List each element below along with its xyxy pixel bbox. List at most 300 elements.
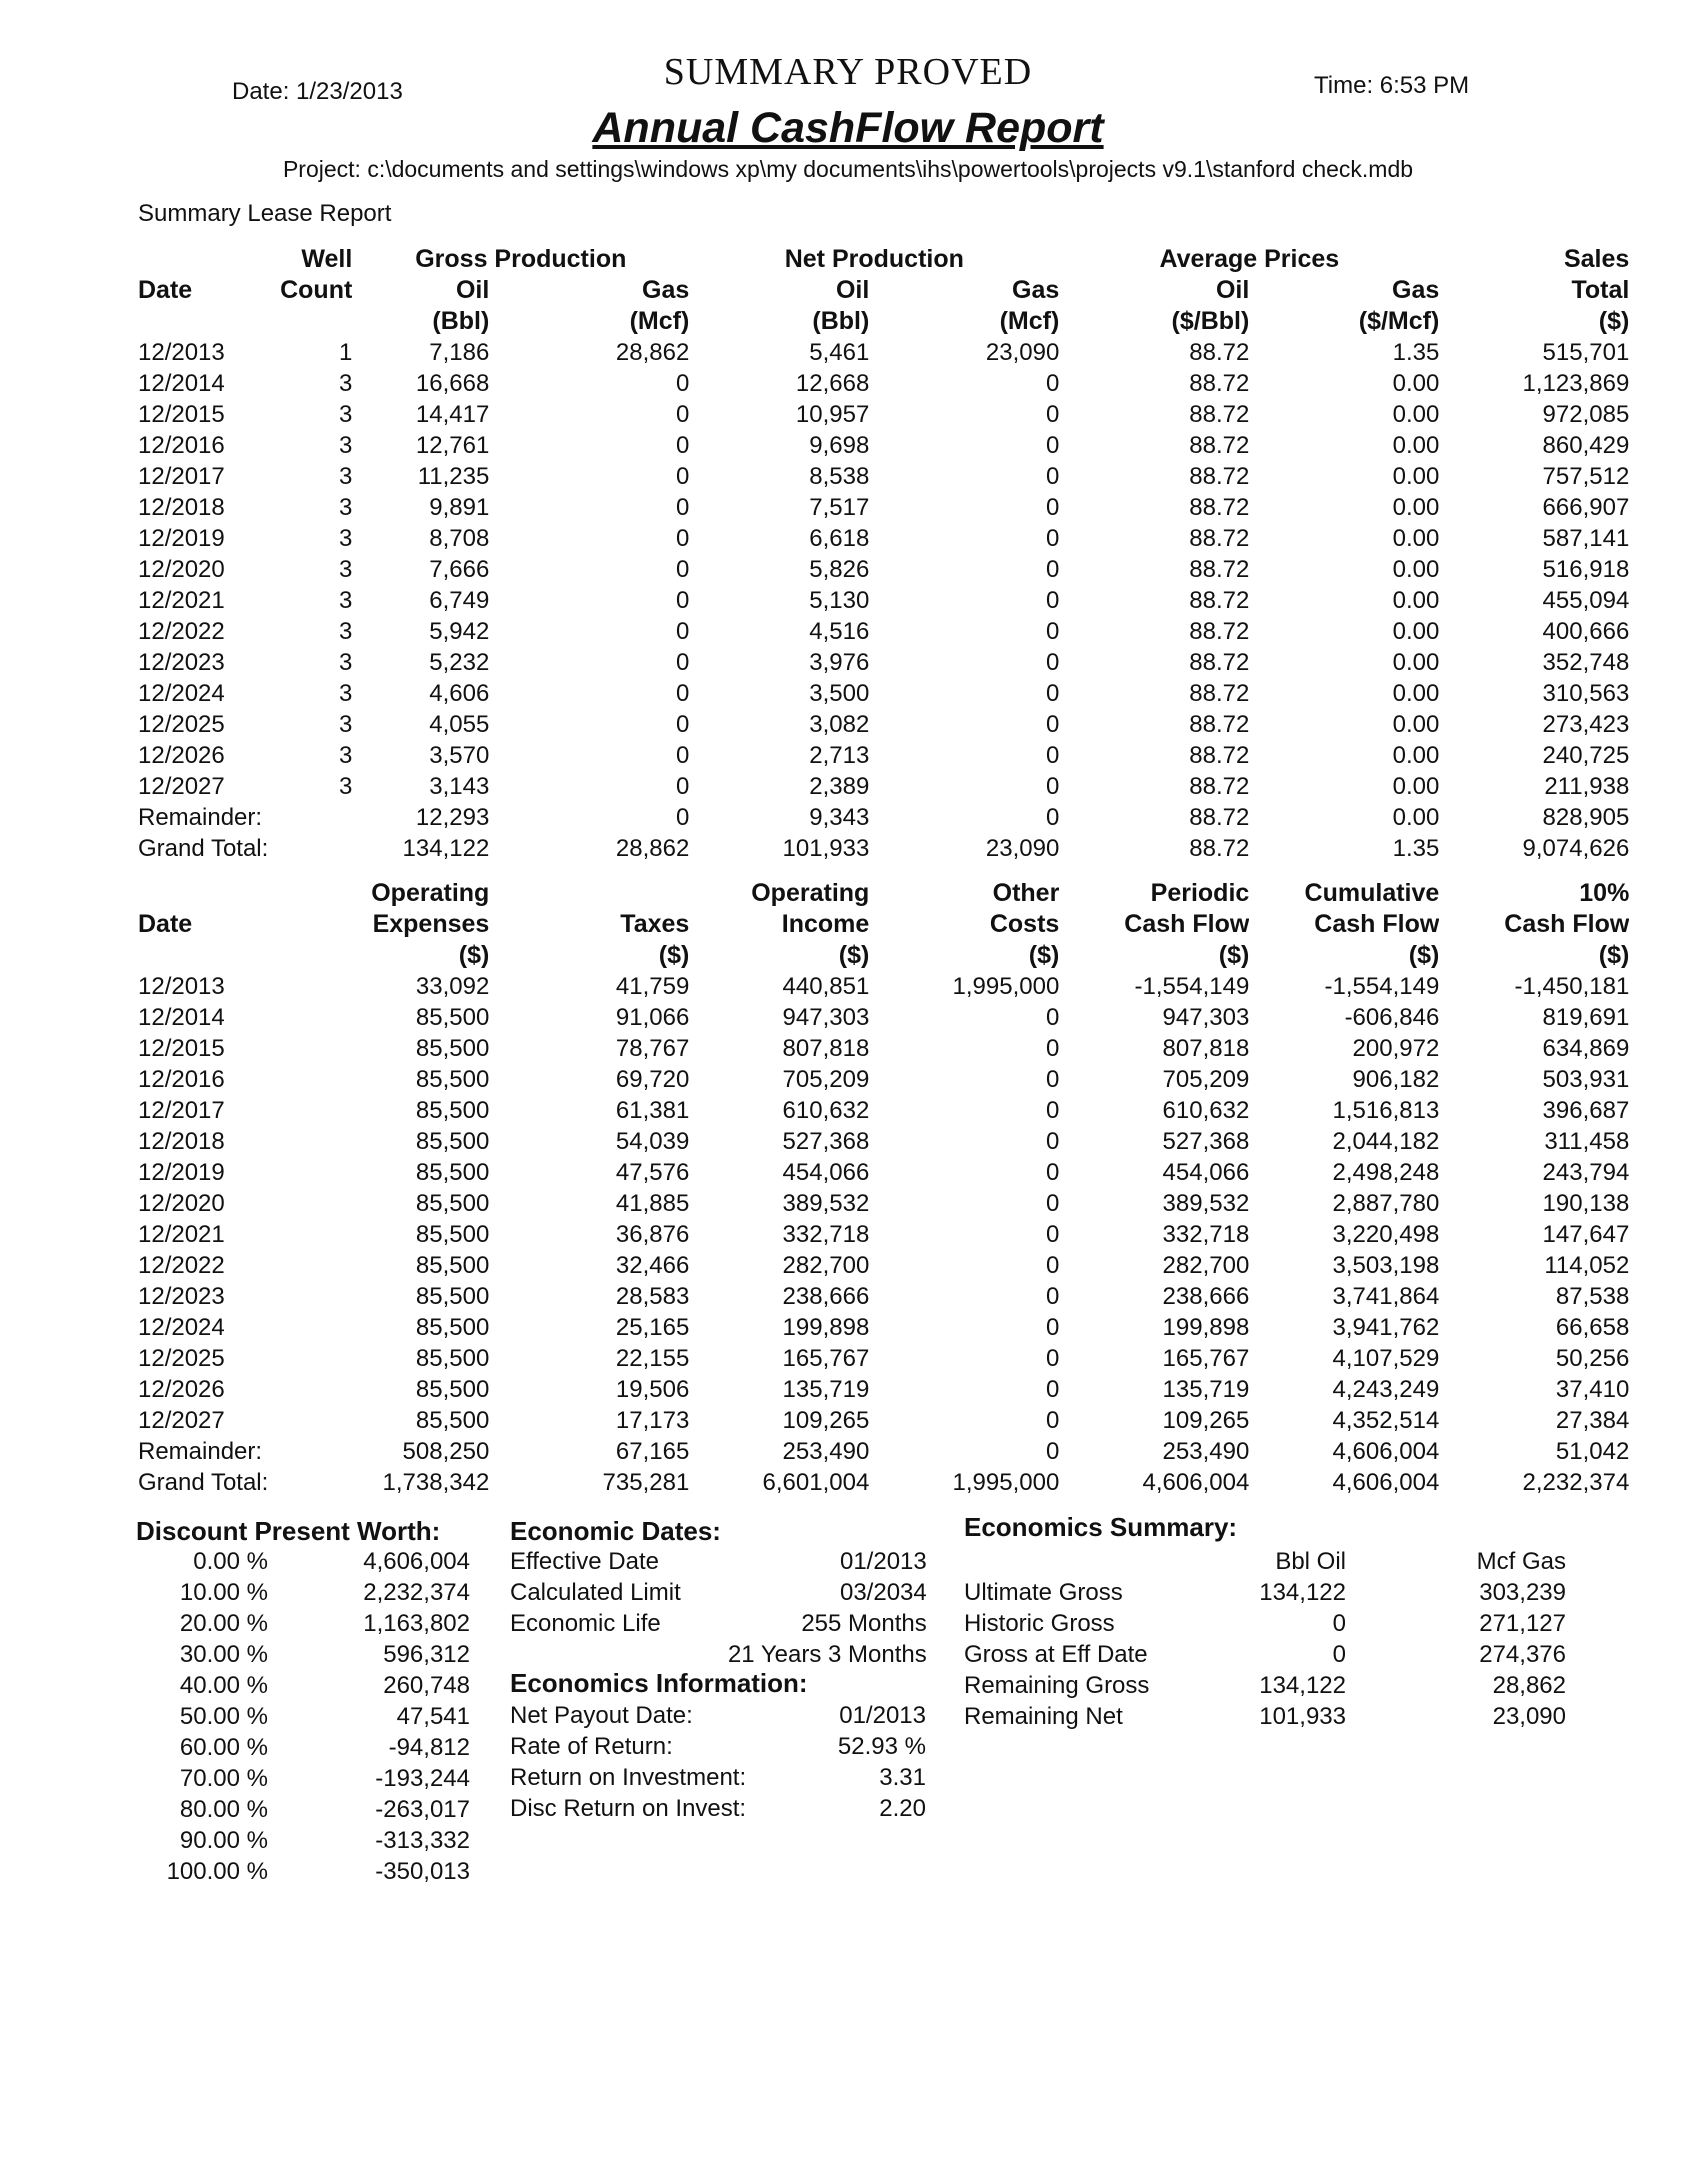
production-table-cell: 3,500: [809, 680, 870, 707]
cashflow-table-cell: 0: [1045, 1407, 1060, 1434]
economics-summary-column-header: Mcf Gas: [1476, 1548, 1566, 1575]
net-oil-unit: (Bbl): [812, 307, 870, 335]
cashflow-table-cell: 12/2019: [138, 1159, 225, 1186]
production-table-row: [138, 337, 1629, 368]
cashflow-table-cell: 85,500: [415, 1314, 490, 1341]
production-table-cell: 0.00: [1392, 680, 1440, 707]
cashflow-header-top-row: [138, 878, 1629, 909]
cashflow-table-cell: 28,583: [615, 1283, 690, 1310]
cashflow-table-cell: 3,941,762: [1332, 1314, 1440, 1341]
production-table-cell: [268, 802, 352, 833]
dpw-cell: 0.00 %: [193, 1548, 268, 1575]
gross-gas-header: Gas: [642, 276, 690, 304]
production-table-cell: 0: [1045, 401, 1060, 428]
cashflow-table-cell: 238,666: [1162, 1283, 1250, 1310]
cashflow-table-cell: 0: [1045, 1438, 1060, 1465]
economic-dates-row: [510, 1608, 927, 1639]
cashflow-table-cell: 0: [1045, 1221, 1060, 1248]
cashflow-table-cell: 12/2016: [138, 1066, 225, 1093]
production-table-cell: 0.00: [1392, 618, 1440, 645]
dpw-cell: -263,017: [375, 1796, 470, 1823]
cashflow-table-cell: 200,972: [1352, 1035, 1440, 1062]
report-title: SUMMARY PROVED: [663, 51, 1033, 93]
production-table-cell: 12/2013: [138, 339, 225, 366]
production-table-cell: 0: [675, 432, 690, 459]
economics-information-cell: 2.20: [879, 1795, 926, 1822]
cashflow-table-cell: 190,138: [1542, 1190, 1630, 1217]
production-table-cell: 0: [675, 556, 690, 583]
other-header-top: Other: [992, 879, 1060, 907]
dpw-cell: 596,312: [383, 1641, 470, 1668]
production-table-cell: 23,090: [985, 339, 1060, 366]
production-table-cell: Remainder:: [138, 804, 263, 831]
production-table-cell: 6,618: [809, 525, 870, 552]
economics-information-title: Economics Information:: [510, 1668, 808, 1698]
economics-summary-cell: 0: [1332, 1641, 1346, 1668]
production-table-cell: 860,429: [1542, 432, 1630, 459]
economics-information-row: [510, 1700, 926, 1731]
production-table-row: [138, 771, 1629, 802]
production-table-row: [138, 802, 1629, 833]
cashflow-table-cell: 36,876: [615, 1221, 690, 1248]
cashflow-table-cell: 1,738,342: [382, 1469, 490, 1496]
cashflow-table-body: [138, 971, 1629, 1498]
cashflow-table-cell: 4,606,004: [1142, 1469, 1250, 1496]
cashflow-table-cell: 85,500: [415, 1407, 490, 1434]
production-table-cell: 455,094: [1542, 587, 1630, 614]
production-table-cell: 88.72: [1189, 587, 1250, 614]
cashflow-table-cell: 0: [1045, 1097, 1060, 1124]
economic-dates-cell: 21 Years 3 Months: [727, 1641, 927, 1668]
cashflow-table-cell: 12/2023: [138, 1283, 225, 1310]
production-table-cell: 88.72: [1189, 773, 1250, 800]
production-table-cell: 0: [675, 711, 690, 738]
production-table-cell: 0.00: [1392, 494, 1440, 521]
production-table-row: [138, 554, 1629, 585]
production-table-cell: 0: [1045, 525, 1060, 552]
production-group-header-row: [138, 244, 1629, 275]
production-table-cell: 4,606: [429, 680, 490, 707]
cashflow-table-cell: 85,500: [415, 1128, 490, 1155]
production-table-cell: 0.00: [1392, 525, 1440, 552]
economics-summary-cell: 134,122: [1259, 1672, 1346, 1699]
cashflow-table-row: [138, 1467, 1629, 1498]
cashflow-table-cell: 69,720: [615, 1066, 690, 1093]
production-table-cell: Grand Total:: [138, 835, 269, 862]
production-table-cell: 12/2016: [138, 432, 225, 459]
production-table-cell: 3: [338, 494, 353, 521]
dpw-cell: 30.00 %: [179, 1641, 268, 1668]
cashflow-table-cell: 440,851: [782, 973, 870, 1000]
production-table-cell: 0: [1045, 804, 1060, 831]
dpw-row: [160, 1856, 470, 1887]
dpw-cell: 2,232,374: [363, 1579, 470, 1606]
production-table-cell: 240,725: [1542, 742, 1630, 769]
production-table-cell: 3: [338, 618, 353, 645]
cashflow-table-cell: 1,516,813: [1332, 1097, 1440, 1124]
economics-information-cell: 01/2013: [839, 1702, 926, 1729]
economics-information-cell: Rate of Return:: [510, 1733, 673, 1760]
production-table-cell: 0: [1045, 618, 1060, 645]
cashflow-table-cell: -1,554,149: [1134, 973, 1250, 1000]
production-table-row: [138, 399, 1629, 430]
cashflow-table-row: [138, 1343, 1629, 1374]
production-table-cell: 0: [675, 463, 690, 490]
cashflow-table-cell: 12/2026: [138, 1376, 225, 1403]
economics-summary-row: [964, 1608, 1566, 1639]
production-table-cell: 12/2026: [138, 742, 225, 769]
cashflow-table-cell: Grand Total:: [138, 1469, 269, 1496]
production-table-cell: 2,713: [809, 742, 870, 769]
cashflow-table-cell: 527,368: [782, 1128, 870, 1155]
production-table-row: [138, 833, 1629, 864]
production-table-cell: 1.35: [1392, 835, 1440, 862]
production-table-cell: 0: [675, 401, 690, 428]
production-table-cell: 3: [338, 711, 353, 738]
cashflow-table-cell: 311,458: [1544, 1128, 1630, 1155]
production-table-cell: 9,074,626: [1522, 835, 1630, 862]
gross-oil-header: Oil: [455, 276, 490, 304]
cashflow-table-cell: 508,250: [402, 1438, 490, 1465]
production-table-body: [138, 337, 1629, 864]
cashflow-table-cell: 1,995,000: [952, 1469, 1060, 1496]
production-table-cell: 9,891: [429, 494, 490, 521]
dpw-cell: 4,606,004: [363, 1548, 470, 1575]
production-table-cell: 88.72: [1189, 742, 1250, 769]
cashflow-table-cell: 819,691: [1542, 1004, 1630, 1031]
production-table-cell: 88.72: [1189, 432, 1250, 459]
economic-dates-cell: 255 Months: [801, 1610, 927, 1637]
production-table-cell: 12/2024: [138, 680, 225, 707]
cashflow-table-cell: 389,532: [782, 1190, 870, 1217]
cashflow-table-cell: 4,243,249: [1332, 1376, 1440, 1403]
production-table-cell: 88.72: [1189, 711, 1250, 738]
cashflow-table-cell: 807,818: [1162, 1035, 1250, 1062]
economics-summary-cell: 134,122: [1259, 1579, 1346, 1606]
economics-summary-table: [964, 1546, 1566, 1732]
production-table-cell: 0.00: [1392, 432, 1440, 459]
cashflow-table-cell: 199,898: [1162, 1314, 1250, 1341]
production-table-cell: 587,141: [1542, 525, 1630, 552]
production-table-cell: 88.72: [1189, 339, 1250, 366]
production-table-cell: 0: [675, 773, 690, 800]
production-table-cell: 3: [338, 587, 353, 614]
cashflow-table-cell: 807,818: [782, 1035, 870, 1062]
dpw-row: [160, 1825, 470, 1856]
cashflow-table-row: [138, 1405, 1629, 1436]
cashflow-table-cell: 282,700: [1162, 1252, 1250, 1279]
production-table-cell: 7,517: [809, 494, 870, 521]
production-table-cell: 88.72: [1189, 804, 1250, 831]
cashflow-table-cell: 243,794: [1542, 1159, 1630, 1186]
cashflow-table-cell: 1,995,000: [952, 973, 1060, 1000]
net-oil-header: Oil: [835, 276, 870, 304]
cashflow-table-cell: 2,044,182: [1332, 1128, 1440, 1155]
periodic-header-top: Periodic: [1150, 879, 1250, 907]
cashflow-table-cell: 735,281: [602, 1469, 690, 1496]
cashflow-units-row: [138, 940, 1629, 971]
opinc-header: Income: [781, 910, 870, 938]
cashflow-table-cell: 454,066: [1162, 1159, 1250, 1186]
sales-total-unit: ($): [1598, 307, 1630, 335]
cashflow-table-cell: -1,450,181: [1514, 973, 1630, 1000]
production-table-cell: 0: [1045, 494, 1060, 521]
date-column-header: Date: [138, 276, 193, 304]
production-table-cell: 12/2014: [138, 370, 225, 397]
production-units-row: [138, 306, 1629, 337]
economics-information-table: [510, 1700, 926, 1824]
production-table-cell: 0.00: [1392, 587, 1440, 614]
production-table-cell: 12/2022: [138, 618, 225, 645]
production-table-cell: 3,570: [429, 742, 490, 769]
cashflow-table-cell: 947,303: [1162, 1004, 1250, 1031]
economic-dates-cell: Effective Date: [510, 1548, 659, 1575]
cashflow-table-cell: 12/2022: [138, 1252, 225, 1279]
production-table-cell: 23,090: [985, 835, 1060, 862]
cashflow-table-cell: 22,155: [615, 1345, 690, 1372]
price-gas-header: Gas: [1392, 276, 1440, 304]
cashflow-table-cell: 91,066: [615, 1004, 690, 1031]
cashflow-table-cell: 332,718: [1162, 1221, 1250, 1248]
dpw-row: [160, 1763, 470, 1794]
cashflow-table-cell: 19,506: [615, 1376, 690, 1403]
cashflow-table-cell: 47,576: [615, 1159, 690, 1186]
economics-summary-column-header: [964, 1546, 1164, 1577]
production-table-cell: 12/2019: [138, 525, 225, 552]
cashflow-table-cell: 85,500: [415, 1283, 490, 1310]
cashflow-table-cell: 947,303: [782, 1004, 870, 1031]
production-table-cell: 0: [1045, 370, 1060, 397]
production-table-cell: 88.72: [1189, 401, 1250, 428]
economics-information-cell: 3.31: [879, 1764, 926, 1791]
production-table-cell: 4,055: [429, 711, 490, 738]
cashflow-table-cell: 527,368: [1162, 1128, 1250, 1155]
economics-summary-header-row: [964, 1546, 1566, 1577]
cashflow-table-cell: 503,931: [1542, 1066, 1630, 1093]
cashflow-table-cell: Remainder:: [138, 1438, 263, 1465]
cashflow-table-row: [138, 1126, 1629, 1157]
cashflow-table-cell: 2,498,248: [1332, 1159, 1440, 1186]
cashflow-table-cell: 0: [1045, 1004, 1060, 1031]
production-table-cell: 3: [338, 680, 353, 707]
production-table-row: [138, 492, 1629, 523]
cashflow-table-cell: 705,209: [782, 1066, 870, 1093]
cashflow-table-row: [138, 1188, 1629, 1219]
production-table-cell: 0.00: [1392, 804, 1440, 831]
production-table-cell: 0: [1045, 432, 1060, 459]
dpw-cell: 60.00 %: [179, 1734, 268, 1761]
dpw-row: [160, 1639, 470, 1670]
cashflow-table-cell: 0: [1045, 1345, 1060, 1372]
production-table-row: [138, 678, 1629, 709]
cashflow-table-cell: 12/2018: [138, 1128, 225, 1155]
production-table-cell: 0.00: [1392, 773, 1440, 800]
lease-report-label: Summary Lease Report: [138, 200, 392, 227]
cashflow-table-cell: 199,898: [782, 1314, 870, 1341]
dpw-cell: 70.00 %: [179, 1765, 268, 1792]
economics-summary-cell: 0: [1332, 1610, 1346, 1637]
economics-summary-cell: 271,127: [1479, 1610, 1566, 1637]
other-unit: ($): [1028, 941, 1060, 969]
cashflow-table-cell: 61,381: [615, 1097, 690, 1124]
economic-dates-row: [510, 1577, 927, 1608]
count-column-header: Count: [280, 276, 353, 304]
production-table-cell: 5,232: [429, 649, 490, 676]
production-table-cell: 12/2015: [138, 401, 225, 428]
taxes-unit: ($): [658, 941, 690, 969]
cashflow-table-cell: 6,601,004: [762, 1469, 870, 1496]
production-table-cell: 1.35: [1392, 339, 1440, 366]
dpw-cell: -350,013: [375, 1858, 470, 1885]
cashflow-table-row: [138, 1436, 1629, 1467]
production-table-cell: 0.00: [1392, 742, 1440, 769]
production-table-cell: 972,085: [1542, 401, 1630, 428]
production-table-cell: 12/2025: [138, 711, 225, 738]
production-table-row: [138, 461, 1629, 492]
cashflow-table-cell: 66,658: [1555, 1314, 1630, 1341]
cashflow-table-cell: 3,741,864: [1332, 1283, 1440, 1310]
cashflow-table-cell: 41,885: [615, 1190, 690, 1217]
cashflow-table-row: [138, 1281, 1629, 1312]
production-table-cell: 16,668: [415, 370, 490, 397]
production-table-cell: 515,701: [1542, 339, 1630, 366]
cashflow-table-cell: 37,410: [1555, 1376, 1630, 1403]
production-table-cell: 12/2027: [138, 773, 225, 800]
production-table-row: [138, 585, 1629, 616]
cashflow-table-cell: 85,500: [415, 1035, 490, 1062]
cashflow-table-cell: 50,256: [1555, 1345, 1630, 1372]
other-header: Costs: [989, 910, 1060, 938]
economics-information-row: [510, 1793, 926, 1824]
disc-unit: ($): [1598, 941, 1630, 969]
periodic-unit: ($): [1218, 941, 1250, 969]
economic-dates-cell: 03/2034: [839, 1579, 927, 1606]
production-table-cell: 400,666: [1542, 618, 1630, 645]
production-table-cell: 5,942: [429, 618, 490, 645]
cashflow-table-cell: 610,632: [1162, 1097, 1250, 1124]
production-table-cell: 1: [338, 339, 353, 366]
opex-unit: ($): [458, 941, 490, 969]
dpw-title: Discount Present Worth:: [136, 1516, 441, 1546]
production-table-cell: 0: [675, 804, 690, 831]
cumulative-header: Cash Flow: [1314, 910, 1440, 938]
dpw-cell: -94,812: [388, 1734, 470, 1761]
cashflow-table-cell: 12/2021: [138, 1221, 225, 1248]
cashflow-table-cell: 12/2014: [138, 1004, 225, 1031]
production-table-cell: 3: [338, 556, 353, 583]
production-table-cell: 88.72: [1189, 370, 1250, 397]
cashflow-table-cell: 0: [1045, 1128, 1060, 1155]
cashflow-table-cell: 85,500: [415, 1097, 490, 1124]
production-table-row: [138, 368, 1629, 399]
cashflow-table-cell: 238,666: [782, 1283, 870, 1310]
cumulative-header-top: Cumulative: [1304, 879, 1440, 907]
production-table-cell: 8,538: [809, 463, 870, 490]
cashflow-table-cell: 0: [1045, 1376, 1060, 1403]
economics-summary-cell: 28,862: [1492, 1672, 1566, 1699]
cashflow-table-cell: -606,846: [1344, 1004, 1440, 1031]
cashflow-table-cell: 610,632: [782, 1097, 870, 1124]
production-table-cell: 5,461: [809, 339, 870, 366]
production-table-cell: 134,122: [402, 835, 490, 862]
economics-summary-cell: Ultimate Gross: [964, 1579, 1123, 1606]
disc-header-top: 10%: [1579, 879, 1630, 907]
production-table-cell: 88.72: [1189, 494, 1250, 521]
cashflow-table-cell: 0: [1045, 1066, 1060, 1093]
production-table-cell: 10,957: [795, 401, 870, 428]
cashflow-table-row: [138, 1312, 1629, 1343]
dpw-cell: 80.00 %: [179, 1796, 268, 1823]
economics-summary-cell: 101,933: [1259, 1703, 1346, 1730]
production-table-cell: 12,293: [415, 804, 490, 831]
economic-dates-row: [510, 1639, 927, 1670]
economics-information-row: [510, 1762, 926, 1793]
production-table-cell: 0: [675, 742, 690, 769]
production-table-cell: 28,862: [615, 835, 690, 862]
cashflow-table-cell: 85,500: [415, 1221, 490, 1248]
production-table-cell: 211,938: [1544, 773, 1630, 800]
economics-information-row: [510, 1731, 926, 1762]
cashflow-table-cell: 85,500: [415, 1252, 490, 1279]
production-table-row: [138, 430, 1629, 461]
economics-summary-title: Economics Summary:: [964, 1512, 1238, 1542]
production-table-cell: 0: [675, 587, 690, 614]
cashflow-table-cell: 0: [1045, 1314, 1060, 1341]
cashflow-table-cell: 51,042: [1555, 1438, 1630, 1465]
cashflow-table-cell: 0: [1045, 1159, 1060, 1186]
production-table-cell: 88.72: [1189, 525, 1250, 552]
economics-summary-row: [964, 1701, 1566, 1732]
dpw-row: [160, 1701, 470, 1732]
cashflow-table-cell: 12/2015: [138, 1035, 225, 1062]
economic-dates-table: [510, 1546, 927, 1670]
production-table-cell: 1,123,869: [1522, 370, 1630, 397]
production-table-cell: 14,417: [415, 401, 490, 428]
production-table-cell: 12/2023: [138, 649, 225, 676]
production-table-cell: 6,749: [429, 587, 490, 614]
dpw-cell: 20.00 %: [179, 1610, 268, 1637]
dpw-table: [160, 1546, 470, 1887]
production-table-cell: 3: [338, 463, 353, 490]
cashflow-table-cell: 4,352,514: [1332, 1407, 1440, 1434]
economics-summary-row: [964, 1639, 1566, 1670]
production-table-cell: 3: [338, 432, 353, 459]
opinc-unit: ($): [838, 941, 870, 969]
production-table-cell: 9,698: [809, 432, 870, 459]
cashflow-table-cell: 85,500: [415, 1345, 490, 1372]
cashflow-table-cell: 634,869: [1542, 1035, 1630, 1062]
average-prices-header: Average Prices: [1159, 245, 1340, 273]
production-table-cell: 3: [338, 773, 353, 800]
cashflow-table-cell: 3,503,198: [1332, 1252, 1440, 1279]
net-gas-unit: (Mcf): [999, 307, 1060, 335]
sales-total-header: Total: [1571, 276, 1630, 304]
production-table-cell: 516,918: [1542, 556, 1630, 583]
cashflow-table-cell: 705,209: [1162, 1066, 1250, 1093]
disc-header: Cash Flow: [1504, 910, 1630, 938]
well-group-header: Well: [301, 245, 353, 273]
production-table-cell: 0: [675, 370, 690, 397]
economics-summary-cell: Historic Gross: [964, 1610, 1115, 1637]
production-table-cell: 0: [675, 618, 690, 645]
production-table-cell: [268, 833, 352, 864]
production-table-cell: 0: [1045, 711, 1060, 738]
production-table-cell: 0: [675, 649, 690, 676]
cashflow-table-cell: 25,165: [615, 1314, 690, 1341]
net-production-header: Net Production: [784, 245, 964, 273]
cashflow-table-cell: 4,606,004: [1332, 1438, 1440, 1465]
cashflow-table-cell: 85,500: [415, 1066, 490, 1093]
